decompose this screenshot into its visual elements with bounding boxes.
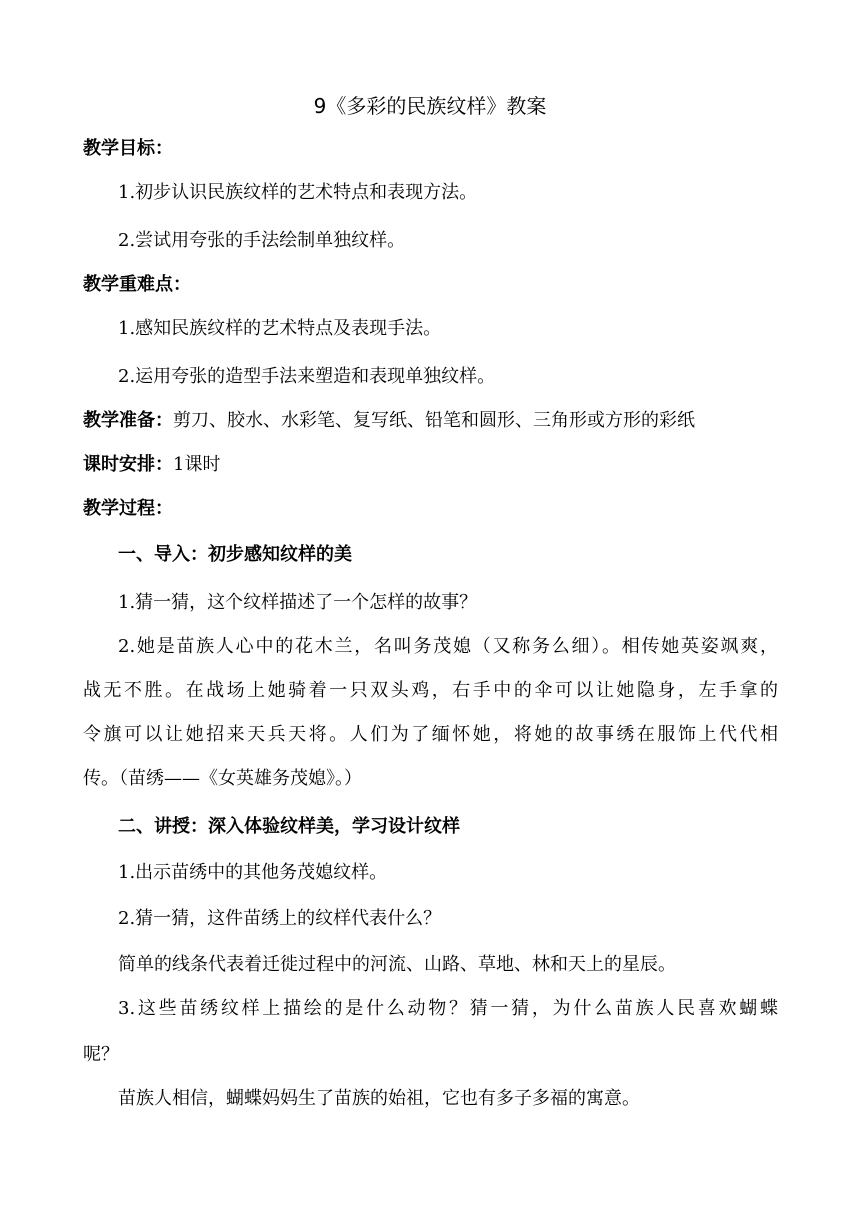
objective-item-2: 2.尝试用夸张的手法绘制单独纹样。: [118, 230, 406, 251]
process-heading: 教学过程：: [83, 498, 173, 519]
preparation-heading: 教学准备：: [83, 410, 173, 431]
section2-item-1: 1.出示苗绣中的其他务茂媳纹样。: [118, 862, 388, 883]
document-title: 9《多彩的民族纹样》教案: [313, 94, 547, 118]
section1-heading: 一、导入：初步感知纹样的美: [118, 544, 352, 565]
key-points-heading: 教学重难点：: [83, 274, 191, 295]
key-point-item-1: 1.感知民族纹样的艺术特点及表现手法。: [118, 318, 442, 339]
section2-item-2-answer: 简单的线条代表着迁徙过程中的河流、山路、草地、林和天上的星辰。: [118, 954, 676, 975]
section2-heading: 二、讲授：深入体验纹样美，学习设计纹样: [118, 816, 460, 837]
preparation-text: 剪刀、胶水、水彩笔、复写纸、铅笔和圆形、三角形或方形的彩纸: [173, 410, 695, 431]
section1-item-2-line-2: 战无不胜。在战场上她骑着一只双头鸡，右手中的伞可以让她隐身，左手拿的: [83, 680, 778, 701]
section2-item-3-answer: 苗族人相信，蝴蝶妈妈生了苗族的始祖，它也有多子多福的寓意。: [118, 1088, 640, 1109]
section1-item-2-line-4: 传。（苗绣——《女英雄务茂媳》。）: [83, 768, 362, 789]
objective-item-1: 1.初步认识民族纹样的艺术特点和表现方法。: [118, 182, 478, 203]
section2-item-3-line-1: 3.这些苗绣纹样上描绘的是什么动物？猜一猜，为什么苗族人民喜欢蝴蝶: [118, 998, 778, 1019]
preparation-line: [83, 406, 695, 436]
key-point-item-2: 2.运用夸张的造型手法来塑造和表现单独纹样。: [118, 366, 496, 387]
schedule-heading: 课时安排：: [83, 454, 173, 475]
schedule-text: 1课时: [173, 454, 221, 475]
section1-item-2-line-1: 2.她是苗族人心中的花木兰，名叫务茂媳（又称务么细）。相传她英姿飒爽，: [118, 636, 778, 657]
section1-item-1: 1.猜一猜，这个纹样描述了一个怎样的故事？: [118, 592, 478, 613]
section2-item-3-line-2: 呢？: [83, 1044, 119, 1065]
section1-item-2-line-3: 令旗可以让她招来天兵天将。人们为了缅怀她，将她的故事绣在服饰上代代相: [83, 724, 778, 745]
section2-item-2: 2.猜一猜，这件苗绣上的纹样代表什么？: [118, 908, 442, 929]
objectives-heading: 教学目标：: [83, 138, 173, 159]
schedule-line: [83, 450, 220, 480]
